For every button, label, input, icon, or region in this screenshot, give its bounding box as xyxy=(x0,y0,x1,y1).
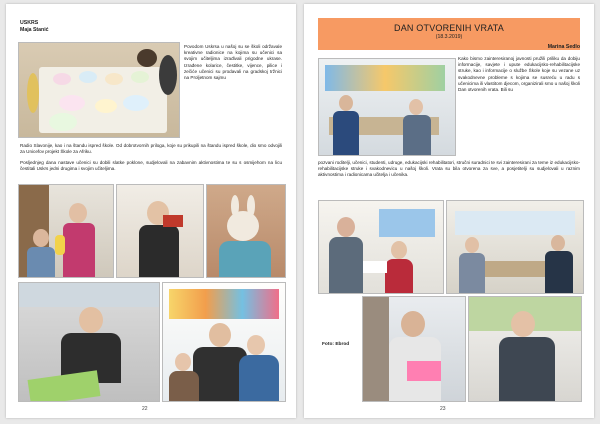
photo-classroom-workshop xyxy=(446,200,584,294)
photo-caption: Foto: Ebrod xyxy=(322,342,350,347)
photo-teachers-and-kids xyxy=(162,282,286,402)
right-text-full: pozvani roditelji, učenici, studenti, udruge, edukacijski rehabilitatori, stručni suradnici te svi zainteresirani za teme iz edukacijsko-rehabilitacijske struke i svakodnevicu u našoj školi. Vrata su bila otvorena za sve, a posjetitelji su sudjelovali u raznim aktivnostima i radionicama učitelja i učenika. xyxy=(318,160,580,178)
photo-girls-with-egg xyxy=(18,184,114,278)
photo-boy-with-card xyxy=(116,184,204,278)
left-text-column: Povodom Uskrsa u našoj su se školi održavale kreativne radionice na kojima su učenici sa svojim učiteljima izrađivali prigodne ukrase. Izrađene kolarice, čestitke, vijence, pilice i zečiće učenici su prodavali na gradskoj tržnici na Proljetnom sajmu xyxy=(184,44,282,81)
left-text-1: Radio Slavonije, kao i na štandu ispred škole. Od dobrotvornih priloga, koje su prikupili na štandu ispred škole, dio smo odvojili za Unicefov projekt Škole za Afriku. xyxy=(20,143,282,155)
page-number-left: 22 xyxy=(142,406,148,412)
left-page xyxy=(6,4,296,418)
article-author: Maja Stanić xyxy=(20,26,49,33)
photo-easter-table xyxy=(18,42,180,138)
article-title: DAN OTVORENIH VRATA xyxy=(394,23,504,33)
left-header xyxy=(20,20,49,33)
photo-woman-with-paper xyxy=(362,296,466,402)
article-author: Marina Sedlo xyxy=(547,44,580,50)
left-text-2: Posljednjeg dana nastave učenici su dobili slatke poklone, sudjelovali na zabavnim aktivnostima te su s osmijehom na licu čestitali Uskrs jedni drugima i svojim učiteljima. xyxy=(20,160,282,172)
page-number-right: 23 xyxy=(440,406,446,412)
photo-interview xyxy=(318,200,444,294)
article-date: (18.3.2019) xyxy=(435,34,463,40)
right-page xyxy=(304,4,594,418)
photo-boy-with-basket xyxy=(18,282,160,402)
right-text-column: Kako bismo zainteresiranoj javnosti pružili priliku da dobiju informacije, savjete i upute edukacijsko-rehabilitacijske struke, kao i informacije o službe Škole koje su vezane uz svakodnevne probleme s kojima se susreću u radu s učenicima ili vlastitom djecom, organizirali smo u našoj školi Dan otvorenih vrata. Bili su xyxy=(458,56,580,93)
title-banner xyxy=(318,18,580,50)
article-title: USKRS xyxy=(20,20,39,26)
photo-girl-with-bunny-mask xyxy=(206,184,286,278)
photo-woman-smiling xyxy=(468,296,582,402)
photo-classroom-visitors xyxy=(318,58,456,156)
